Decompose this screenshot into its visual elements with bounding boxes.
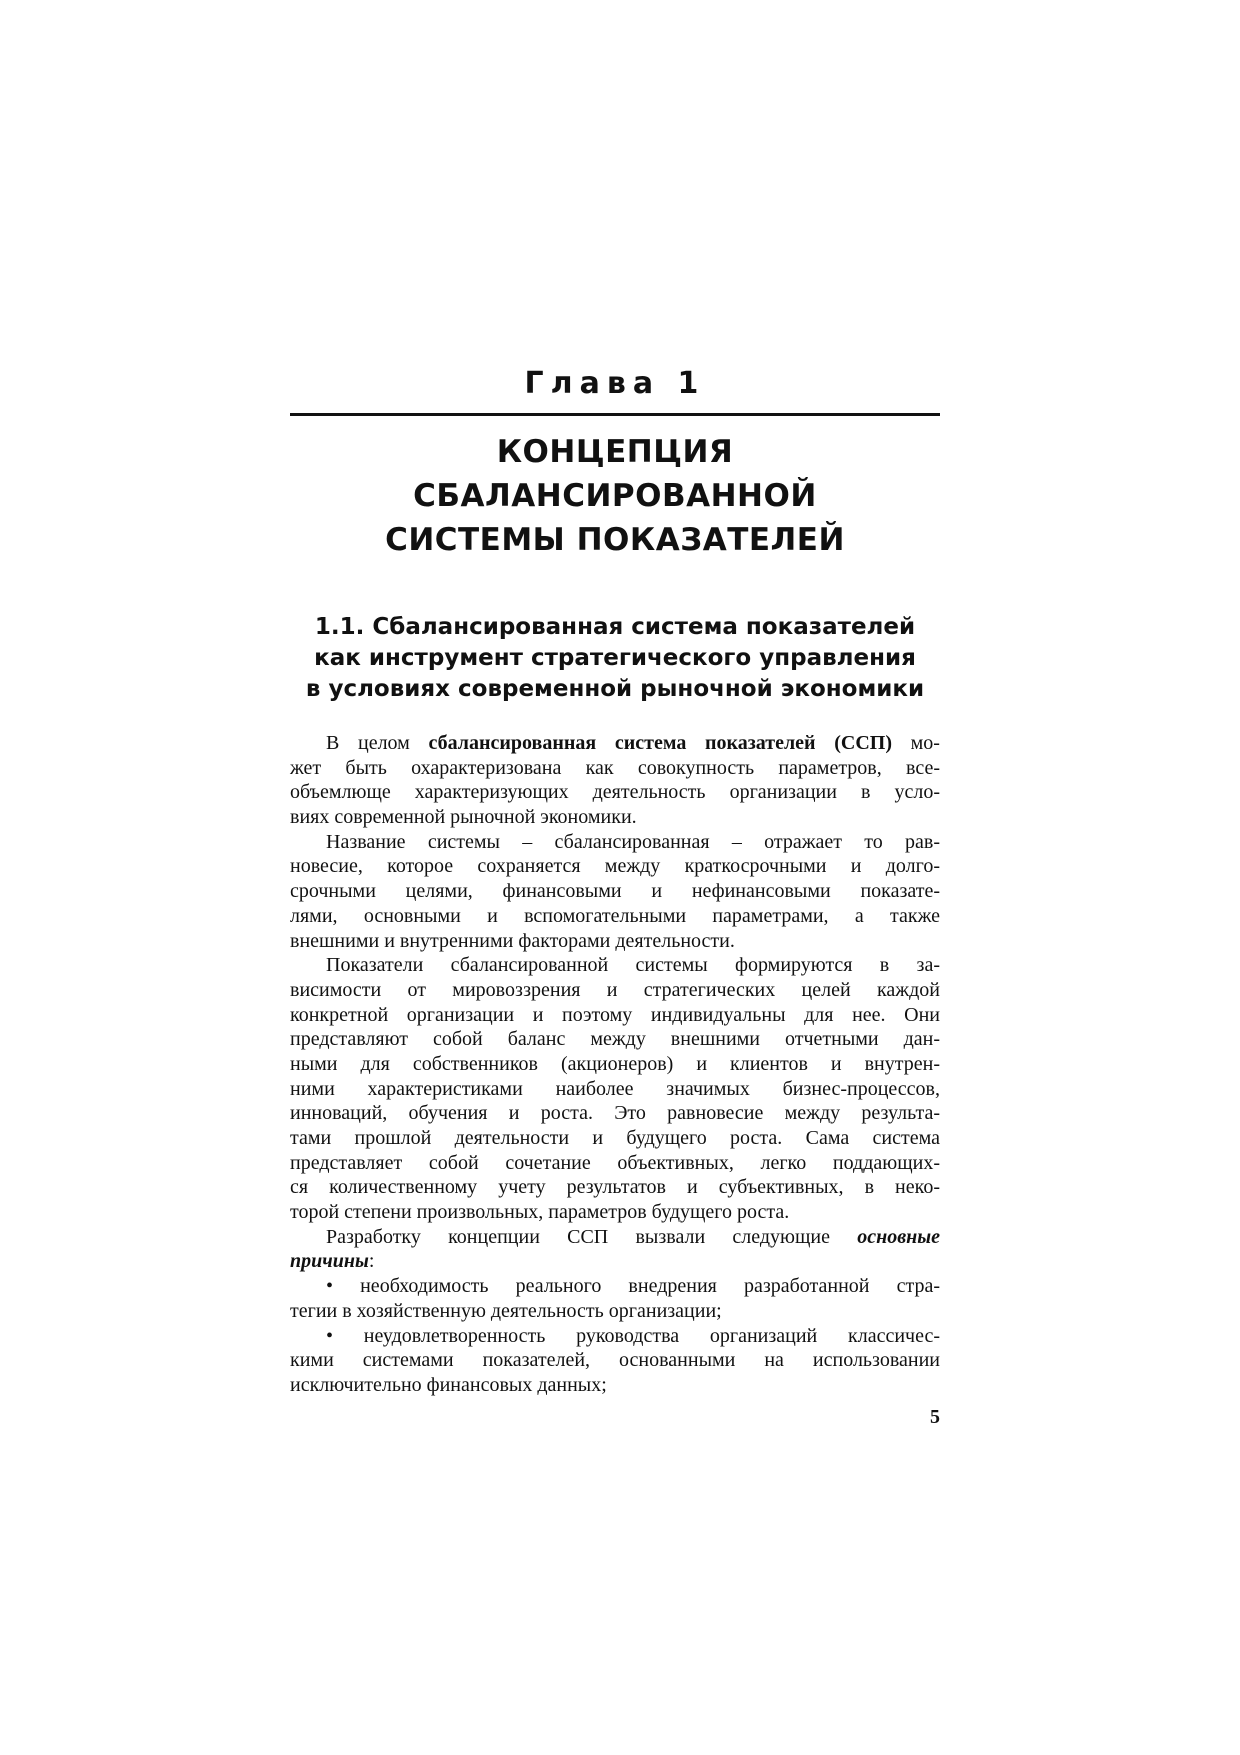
bold-term: сбалансированная система показателей (ССП)	[428, 732, 892, 754]
text-run: :	[368, 1250, 375, 1273]
paragraph-line	[290, 1225, 940, 1250]
paragraph-line: ными для собственников (акционеров) и клиентов и внутрен-	[290, 1052, 940, 1075]
paragraph-line: виях современной рыночной экономики.	[290, 806, 637, 829]
paragraph-line: тами прошлой деятельности и будущего роста. Сама система	[290, 1127, 940, 1149]
paragraph-line	[290, 1249, 940, 1274]
chapter-divider	[290, 413, 940, 416]
bullet-line: тегии в хозяйственную деятельность организации;	[290, 1299, 722, 1322]
bullet-line: • необходимость реального внедрения разработанной стра-	[326, 1275, 940, 1298]
section-title-line: как инструмент стратегического управления	[314, 645, 916, 671]
paragraph-line: ся количественному учету результатов и субъективных, в неко-	[290, 1176, 940, 1199]
section-title-line: 1.1. Сбалансированная система показателей	[314, 614, 916, 640]
bullet-line: исключительно финансовых данных;	[290, 1373, 607, 1396]
chapter-label: Глава 1	[524, 366, 706, 401]
chapter-title-line: КОНЦЕПЦИЯ	[496, 434, 734, 470]
chapter-title-line: СБАЛАНСИРОВАННОЙ	[413, 478, 817, 514]
paragraph-line: представляют собой баланс между внешними отчетными дан-	[290, 1028, 940, 1051]
text-run: мо-	[892, 732, 940, 754]
text-run: В целом	[326, 732, 429, 754]
emphasis-term: причины	[290, 1250, 369, 1273]
body-text	[290, 731, 940, 1398]
chapter-title-line: СИСТЕМЫ ПОКАЗАТЕЛЕЙ	[385, 522, 845, 558]
paragraph-line: ними характеристиками наиболее значимых бизнес-процессов,	[290, 1077, 940, 1100]
paragraph-line: Показатели сбалансированной системы формируются в за-	[326, 954, 940, 977]
paragraph-line: срочными целями, финансовыми и нефинансовыми показате-	[290, 880, 940, 903]
paragraph-line: объемлюще характеризующих деятельность организации в усло-	[290, 781, 940, 804]
paragraph-line: висимости от мировоззрения и стратегических целей каждой	[290, 978, 940, 1001]
paragraph-line: новесие, которое сохраняется между краткосрочными и долго-	[290, 855, 940, 878]
paragraph-line: Название системы – сбалансированная – отражает то рав-	[326, 830, 940, 853]
text-run: Разработку концепции ССП вызвали следующие	[326, 1225, 858, 1248]
page-number: 5	[930, 1406, 940, 1428]
emphasis-term: основные	[857, 1225, 940, 1248]
book-page	[290, 0, 940, 1755]
bullet-line: кими системами показателей, основанными на использовании	[290, 1349, 940, 1372]
bullet-line: • неудовлетворенность руководства организаций классичес-	[326, 1324, 940, 1347]
paragraph-line: лями, основными и вспомогательными параметрами, а также	[290, 904, 940, 927]
paragraph-line: представляет собой сочетание объективных, легко поддающих-	[290, 1151, 940, 1174]
section-title	[290, 612, 940, 705]
paragraph-line: внешними и внутренними факторами деятельности.	[290, 929, 735, 952]
paragraph-line: конкретной организации и поэтому индивидуальны для нее. Они	[290, 1003, 940, 1026]
paragraph-line: жет быть охарактеризована как совокупность параметров, все-	[290, 756, 940, 779]
section-title-line: в условиях современной рыночной экономики	[305, 676, 925, 702]
paragraph-line: инноваций, обучения и роста. Это равновесие между результа-	[290, 1102, 940, 1125]
chapter-title	[290, 430, 940, 562]
paragraph-line: торой степени произвольных, параметров будущего роста.	[290, 1201, 790, 1224]
paragraph-line	[290, 731, 940, 756]
